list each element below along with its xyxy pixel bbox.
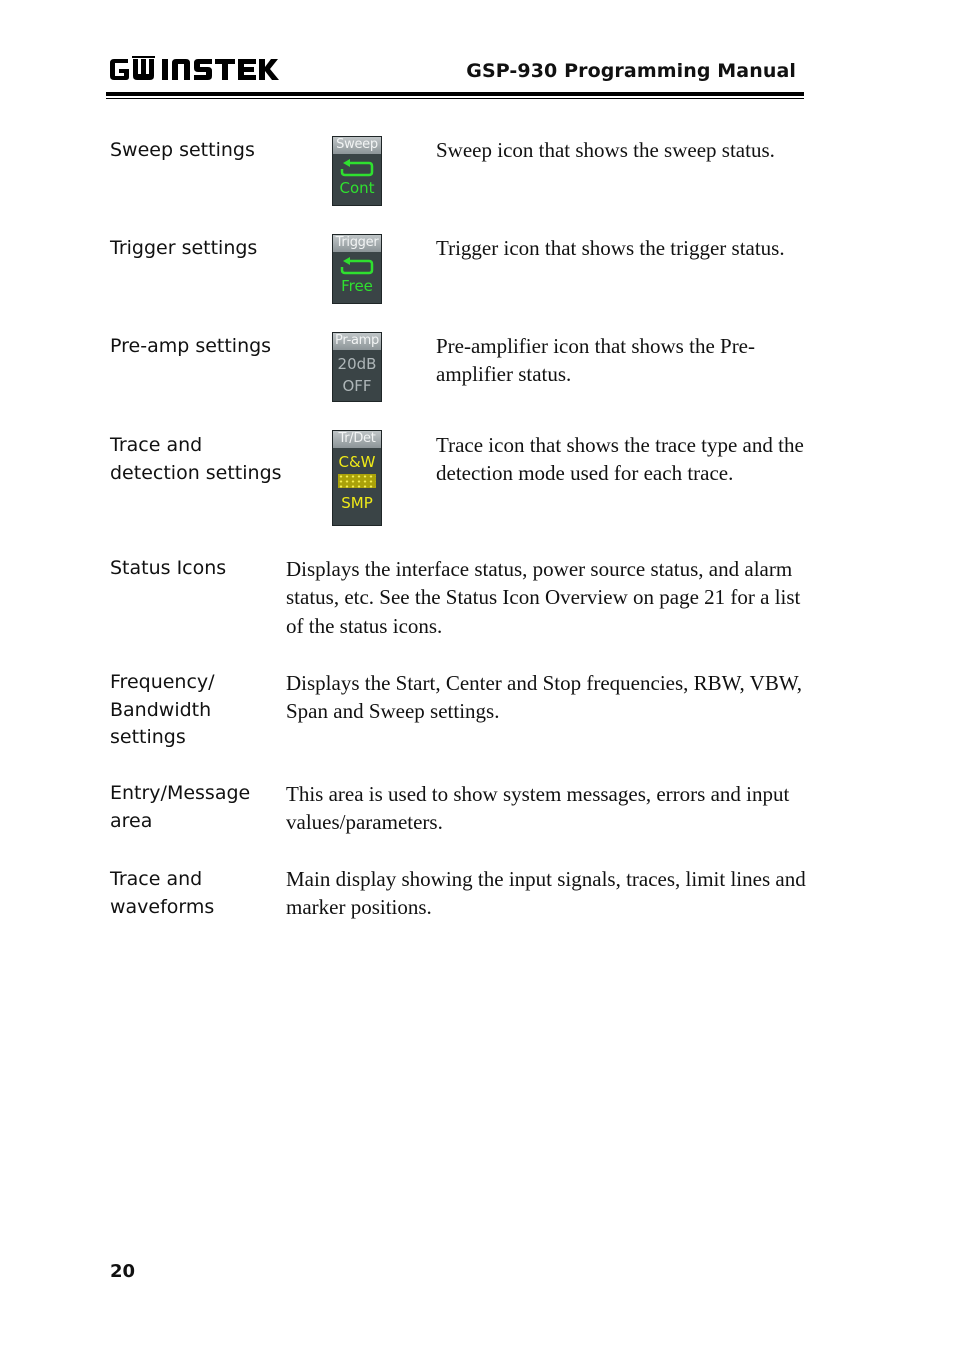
preamp-icon-description: Pre-amplifier icon that shows the Pre-amplifier status. [436,334,755,387]
trace-icon-type: C&W [338,453,376,471]
frequency-bandwidth-description: Displays the Start, Center and Stop frequencies, RBW, VBW, Span and Sweep settings. [286,671,802,724]
loop-arrow-icon [339,257,375,277]
trace-icon-header: Tr/Det [333,431,381,448]
preamp-icon-gain: 20dB [337,355,377,373]
trace-detection-label-line1: Trace and [110,434,203,456]
trigger-icon-mode: Free [341,277,373,295]
preamp-settings-label: Pre-amp settings [110,335,272,357]
trace-detection-label [110,432,282,487]
header-rule [106,92,804,96]
trigger-status-icon [332,234,382,304]
frequency-bandwidth-label [110,669,215,752]
status-icons-label: Status Icons [110,557,227,579]
trigger-settings-label: Trigger settings [110,237,258,259]
loop-arrow-icon [339,159,375,179]
preamp-status-icon [332,332,382,402]
sweep-status-icon [332,136,382,206]
trace-dots-icon [338,474,376,488]
waveforms-label-line1: Trace and [110,868,203,890]
waveforms-label-line2: waveforms [110,895,215,918]
trigger-icon-description: Trigger icon that shows the trigger status. [436,236,785,260]
trace-waveforms-label [110,866,214,921]
sweep-icon-description: Sweep icon that shows the sweep status. [436,138,775,162]
entry-label-line1: Entry/Message [110,782,251,804]
sweep-icon-header: Sweep [333,137,381,154]
frequency-label-line3: settings [110,726,186,748]
entry-label-line2: area [110,809,153,832]
manual-title: GSP-930 Programming Manual [466,60,796,82]
trace-icon-description: Trace icon that shows the trace type and the detection mode used for each trace. [436,433,804,486]
trace-detection-label-line2: detection settings [110,461,282,484]
trace-waveforms-description: Main display showing the input signals, traces, limit lines and marker positions. [286,867,806,920]
status-icons-description: Displays the interface status, power source status, and alarm status, etc. See the Status Icon Overview on page 21 for a list of the status icons. [286,557,801,638]
trace-icon-detection: SMP [341,494,373,512]
trace-detection-icon [332,430,382,526]
sweep-icon-mode: Cont [339,179,375,197]
sweep-settings-label: Sweep settings [110,139,255,161]
preamp-icon-header: Pr-amp [333,333,381,350]
frequency-label-line2: Bandwidth [110,698,212,721]
entry-message-description: This area is used to show system messages, errors and input values/parameters. [286,782,790,835]
trigger-icon-header: Trigger [333,235,381,252]
gw-instek-logo [108,56,280,84]
page-number: 20 [110,1261,136,1282]
preamp-icon-state: OFF [342,377,372,395]
header-rule-thin [106,98,804,99]
entry-message-label [110,780,250,835]
frequency-label-line1: Frequency/ [110,671,215,693]
